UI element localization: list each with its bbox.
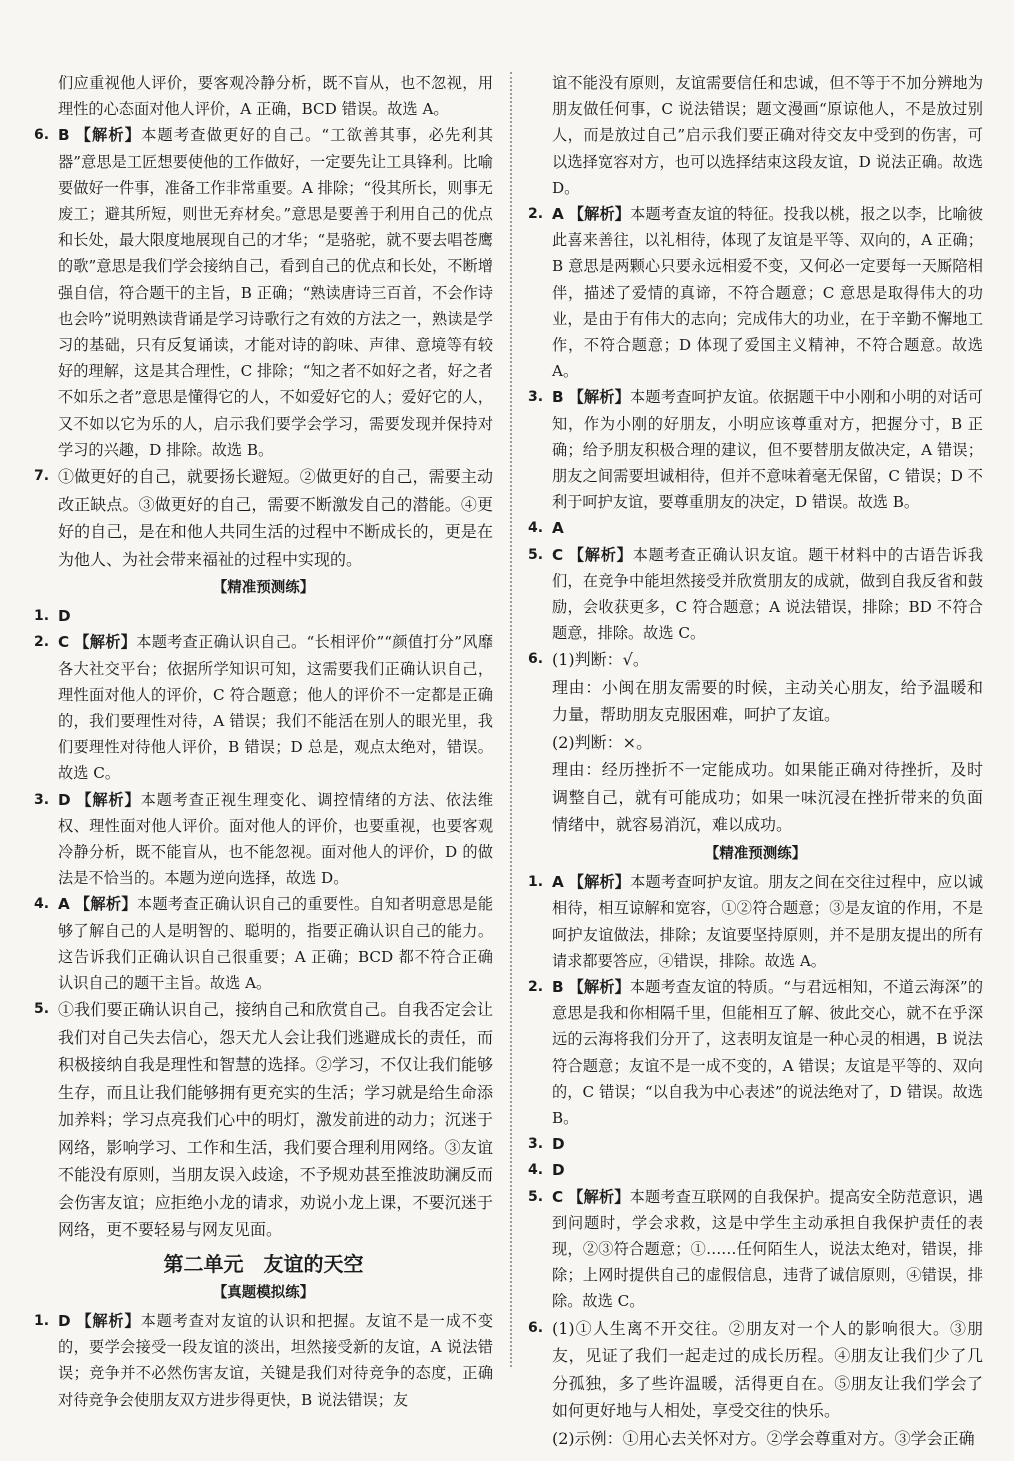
column-divider (510, 72, 512, 1367)
practice-item-4 (34, 891, 493, 996)
analysis-text: 本题考查互联网的自我保护。提高安全防范意识，遇到问题时，学会求救，这是中学生主动承担自我保护责任的表现，②③符合题意；①……任何陌生人，说法太绝对，错误，排除；上网时提供自己的虚假信息，违背了诚信原则，④错误，排除。故选 C。 (552, 1187, 984, 1311)
item-number: 1. (34, 608, 50, 625)
item-number: 6. (34, 127, 50, 144)
practice-item-1 (528, 869, 983, 974)
section-heading-mock: 【真题模拟练】 (212, 1284, 315, 1301)
answer-part-2: (2)示例：①用心去关怀对方。②学会尊重对方。③学会正确 (552, 1428, 975, 1448)
reason-1: 理由：小闽在朋友需要的时候，主动关心朋友，给予温暖和力量，帮助朋友克服困难，呵护了友谊。 (552, 677, 983, 725)
analysis-text: 本题考查呵护友谊。依据题干中小刚和小明的对话可知，作为小刚的好朋友，小明应该尊重对方，把握分寸，B 正确；给予朋友积极合理的建议，但不要替朋友做决定，A 错误；朋友之间需要坦诚相待，但并不意味着毫无保留，C 错误；D 不利于呵护友谊，要尊重朋友的决定，D 错误。故选 B。 (552, 388, 984, 512)
mock-item-5 (528, 542, 983, 647)
mock-item-3 (528, 384, 983, 515)
analysis-tag: 【解析】 (568, 977, 630, 996)
section-heading-practice: 【精准预测练】 (704, 845, 807, 862)
answer-text: ①我们要正确认识自己，接纳自己和欣赏自己。自我否定会让我们对自己失去信心，怨天尤人会让我们逃避成长的责任，而积极接纳自我是理性和智慧的选择。②学习，不仅让我们能够生存，而且让我们能够拥有更充实的生活；学习就是给生命添加养料；学习点亮我们心中的明灯，激发前进的动力；沉迷于网络，影响学习、工作和生活，我们要合理利用网络。③友谊不能没有原则，当朋友误入歧途，不予规劝甚至推波助澜反而会伤害友谊；应拒绝小龙的请求，劝说小龙上课，不要沉迷于网络，更不要轻易与网友见面。 (58, 1000, 493, 1240)
practice-item-4 (528, 1157, 983, 1183)
analysis-tag: 【解析】 (568, 388, 630, 407)
answer-letter: D (552, 1135, 565, 1154)
answer-letter: B (552, 388, 564, 407)
analysis-tag: 【解析】 (74, 633, 137, 652)
analysis-text: 本题考查正视生理变化、调控情绪的方法、依法维权、理性面对他人评价。面对他人的评价，也要重视，也要客观冷静分析，既不能盲从，也不能忽视。面对他人的评价，D 的做法是不恰当的。本题为逆向选择，故选 D。 (58, 790, 494, 888)
item-number: 5. (528, 1188, 544, 1205)
left-column (34, 70, 493, 1413)
answer-letter: D (58, 607, 71, 626)
answer-letter: A (552, 873, 564, 892)
analysis-tag: 【解析】 (568, 545, 633, 564)
analysis-text: 本题考查友谊的特征。投我以桃，报之以李，比喻彼此喜来善往，以礼相待，体现了友谊是平等、双向的，A 正确；B 意思是两颗心只要永远相爱不变，又何必一定要每一天厮陪相伴，描述了爱情的真谛，不符合题意；C 意思是取得伟大的功业，是由于有伟大的志向；完成伟大的功业，在于辛勤不懈地工作，不符合题意；D 体现了爱国主义精神，不符合题意。故选 A。 (552, 205, 984, 381)
mock-item-1 (34, 1308, 493, 1413)
item-number: 3. (528, 389, 544, 406)
answer-letter: D (58, 1312, 71, 1330)
analysis-tag: 【解析】 (568, 205, 631, 224)
judgment-2: (2)判断：×。 (552, 732, 653, 752)
item-number: 5. (528, 546, 544, 563)
analysis-tag: 【解析】 (76, 790, 141, 809)
item-number: 2. (34, 634, 50, 651)
answer-item-7 (34, 463, 493, 573)
answer-part-1: (1)①人生离不开交往。②朋友对一个人的影响很大。③朋友，见证了我们一起走过的成长历程。④朋友让我们少了几分孤独，多了些许温暖，活得更自在。⑤朋友让我们学会了如何更好地与人相处，享受交往的快乐。 (552, 1318, 983, 1421)
practice-item-6 (528, 1315, 983, 1425)
answer-letter: A (552, 205, 564, 224)
item-number: 6. (528, 651, 544, 668)
analysis-text: 本题考查呵护友谊。朋友之间在交往过程中，应以诚相待，相互谅解和宽容，①②符合题意；③是友谊的作用，不是呵护友谊做法，排除；友谊要坚持原则，并不是朋友提出的所有请求都要答应，④错误，排除。故选 A。 (552, 873, 984, 970)
analysis-text: 本题考查正确认识自己。“长相评价”“颜值打分”风靡各大社交平台；依据所学知识可知，这需要我们正确认识自己，理性面对他人的评价，C 符合题意；他人的评价不一定都是正确的，我们要理性对待，A 错误；我们不能活在别人的眼光里，我们要理性对待他人评价，B 错误；D 总是，观点太绝对，错误。故选 C。 (58, 633, 494, 783)
item-number: 5. (34, 1001, 50, 1018)
answer-letter: A (552, 519, 564, 538)
practice-item-3 (34, 787, 493, 892)
practice-item-2 (528, 974, 983, 1131)
item-number: 4. (34, 896, 50, 913)
analysis-tag: 【解析】 (75, 126, 142, 145)
answer-letter: D (58, 790, 71, 809)
answer-letter: A (58, 895, 70, 914)
item-number: 3. (34, 791, 50, 808)
reason-2: 理由：经历挫折不一定能成功。如果能正确对待挫折，及时调整自己，就有可能成功；如果一味沉浸在挫折带来的负面情绪中，就容易消沉，难以成功。 (552, 760, 983, 835)
item-number: 2. (528, 978, 544, 995)
mock-item-2 (528, 201, 983, 384)
analysis-text: 本题考查正确认识自己的重要性。自知者明意思是能够了解自己的人是明智的、聪明的，指要正确认识自己的能力。这告诉我们正确认识自己很重要；A 正确；BCD 都不符合正确认识自己的题干主旨。故选 A。 (58, 895, 494, 993)
unit-title: 第二单元 友谊的天空 (163, 1251, 364, 1276)
answer-text: ①做更好的自己，就要扬长避短。②做更好的自己，需要主动改正缺点。③做更好的自己，需要不断激发自己的潜能。④更好的自己，是在和他人共同生活的过程中不断成长的，更是在为他人、为社会带来福祉的过程中实现的。 (58, 467, 493, 569)
item-number: 3. (528, 1136, 544, 1153)
answer-continuation: 们应重视他人评价，要客观冷静分析，既不盲从，也不忽视，用理性的心态面对他人评价，A 正确，BCD 错误。故选 A。 (58, 74, 493, 119)
mock-item-6 (528, 646, 983, 674)
answer-letter: B (552, 977, 564, 996)
analysis-tag: 【解析】 (76, 1312, 141, 1330)
answer-letter: C (58, 633, 70, 652)
item-number: 7. (34, 468, 50, 485)
answer-letter: D (552, 1161, 565, 1180)
right-column (528, 70, 983, 1452)
item-number: 4. (528, 1162, 544, 1179)
answer-continuation: 谊不能没有原则，友谊需要信任和忠诚，但不等于不加分辨地为朋友做任何事，C 说法错误；题文漫画“原谅他人，不是放过别人，而是放过自己”启示我们要正确对待交友中受到的伤害，可以选择宽容对方，也可以选择结束这段友谊，D 说法正确。故选 D。 (552, 74, 983, 197)
practice-item-2 (34, 629, 493, 786)
answer-item-6 (34, 122, 493, 463)
answer-letter: C (552, 1187, 564, 1206)
practice-item-5 (528, 1184, 983, 1315)
answer-letter: B (58, 126, 70, 145)
analysis-tag: 【解析】 (74, 895, 137, 914)
item-number: 1. (34, 1313, 50, 1329)
judgment-1: (1)判断：√。 (552, 650, 649, 670)
practice-item-3 (528, 1131, 983, 1157)
analysis-tag: 【解析】 (568, 873, 631, 892)
answer-letter: C (552, 545, 564, 564)
item-number: 1. (528, 874, 544, 891)
mock-item-4 (528, 515, 983, 541)
analysis-text: 本题考查正确认识友谊。题干材料中的古语告诉我们，在竞争中能坦然接受并欣赏朋友的成就，做到自我反省和鼓励，会收获更多，C 符合题意；A 说法错误，排除；BD 不符合题意，排除。故选 C。 (552, 545, 984, 643)
analysis-text: 本题考查对友谊的认识和把握。友谊不是一成不变的，要学会接受一段友谊的淡出，坦然接受新的友谊，A 说法错误；竞争并不必然伤害友谊，关键是我们对待竞争的态度，正确对待竞争会使朋友双方进步得更快，B 说法错误；友 (58, 1312, 494, 1409)
analysis-text: 本题考查友谊的特质。“与君远相知，不道云海深”的意思是我和你相隔千里，但能相互了解、彼此交心，就不在乎深远的云海将我们分开了，这表明友谊是一种心灵的相遇，B 说法符合题意；友谊不是一成不变的，A 错误；友谊是平等的、双向的，C 错误；“以自我为中心表述”的说法绝对了，D 错误。故选 B。 (552, 977, 984, 1127)
analysis-tag: 【解析】 (568, 1187, 630, 1206)
item-number: 4. (528, 520, 544, 537)
section-heading-practice: 【精准预测练】 (212, 580, 315, 597)
item-number: 2. (528, 206, 544, 223)
practice-item-1 (34, 603, 493, 629)
analysis-text: 本题考查做更好的自己。“工欲善其事，必先利其器”意思是工匠想要使他的工作做好，一定要先让工具锋利。比喻要做好一件事，准备工作非常重要。A 排除；“役其所长，则事无废工；避其所短，则世无弃材矣。”意思是要善于利用自己的优点和长处，最大限度地展现自己的才华；“是骆驼，就不要去唱苍鹰的歌”意思是我们学会接纳自己，看到自己的优点和长处，不断增强自信，符合题干的主旨，B 正确；“熟读唐诗三百首，不会作诗也会吟”说明熟读背诵是学习诗歌行之有效的方法之一，熟读是学习的基础，只有反复诵读，才能对诗的韵味、声律、意境等有较好的理解，这是其合理性，C 排除；“知之者不如好之者，好之者不如乐之者”意思是懂得它的人，不如爱好它的人；爱好它的人，又不如以它为乐的人，启示我们要学会学习，需要发现并保持对学习的兴趣，D 排除。故选 B。 (58, 126, 494, 459)
item-number: 6. (528, 1319, 544, 1336)
practice-item-5 (34, 996, 493, 1244)
